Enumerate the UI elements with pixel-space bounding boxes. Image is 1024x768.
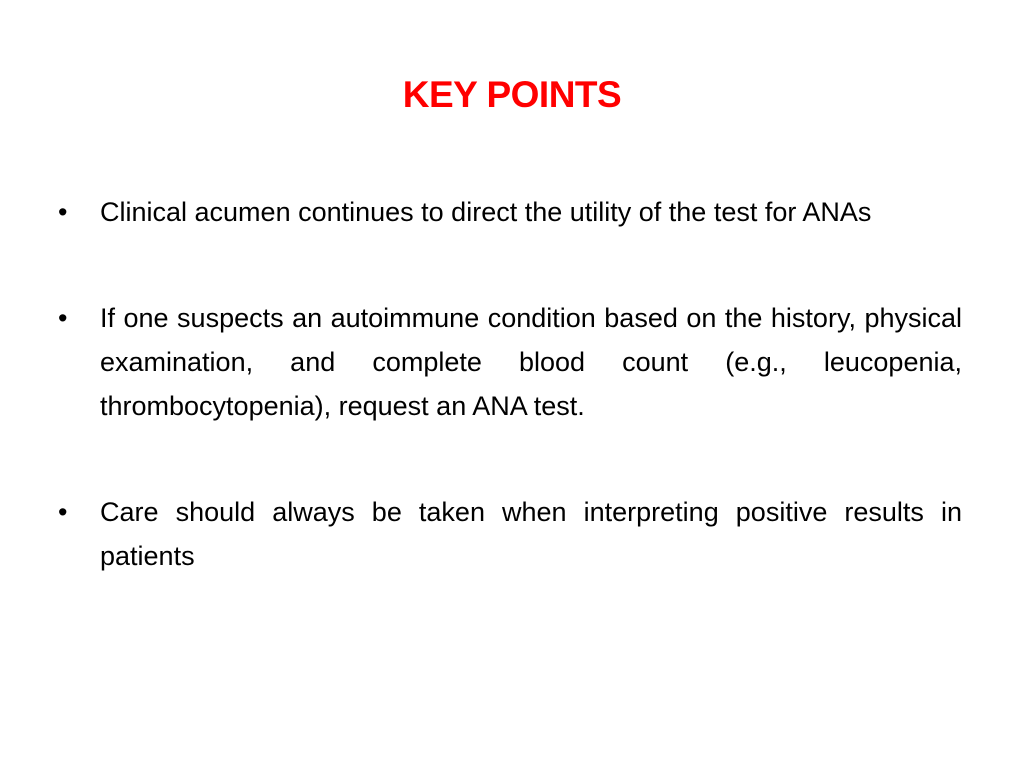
- bullet-text: If one suspects an autoimmune condition based on the history, physical examination, and complete blood count (e.g., leucopenia, thrombocytopenia), request an ANA test.: [100, 303, 962, 421]
- slide-title: KEY POINTS: [402, 74, 622, 115]
- bullet-list: [58, 190, 962, 578]
- bullet-item: [58, 296, 962, 428]
- bullet-text: Clinical acumen continues to direct the utility of the test for ANAs: [100, 197, 872, 227]
- bullet-icon: •: [58, 303, 68, 333]
- bullet-icon: •: [58, 497, 68, 527]
- bullet-item: [58, 490, 962, 578]
- bullet-icon: •: [58, 197, 68, 227]
- bullet-item: [58, 190, 962, 234]
- bullet-text: Care should always be taken when interpreting positive results in patients: [100, 497, 962, 571]
